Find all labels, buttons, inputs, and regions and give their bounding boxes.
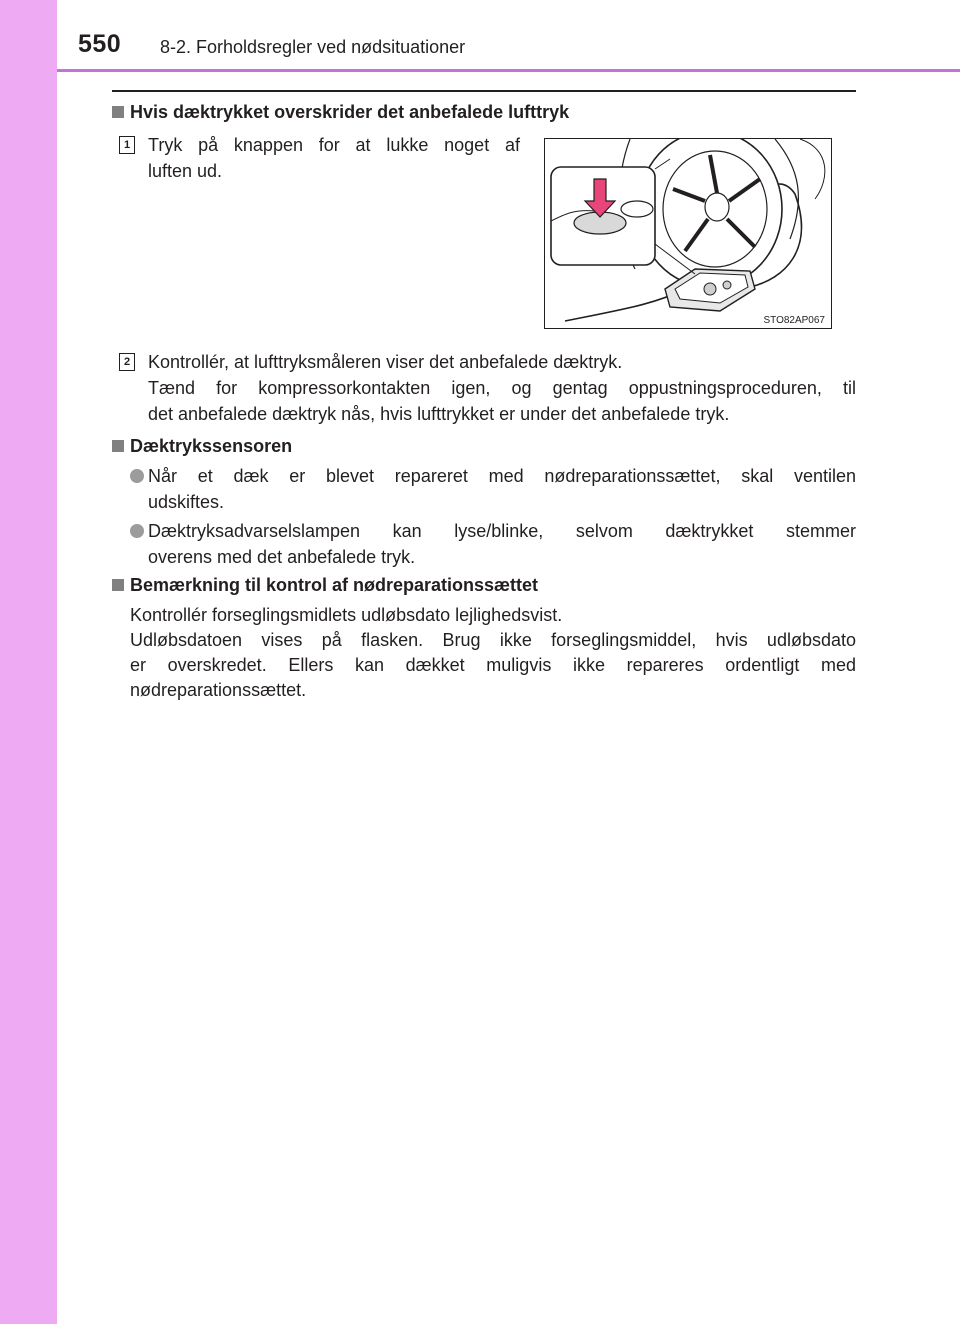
kit-check-text-line2: Udløbsdatoen vises på flasken. Brug ikke forseglingsmiddel, hvis udløbsdato (130, 630, 856, 650)
heading-square-icon (112, 106, 124, 118)
kit-check-text-line3: er overskredet. Ellers kan dækket muligvis ikke repareres ordentligt med (130, 655, 856, 675)
tire-compressor-icon (545, 139, 831, 328)
bullet-icon (130, 524, 144, 538)
step-2-text-line3: det anbefalede dæktryk nås, hvis lufttrykket er under det anbefalede tryk. (148, 404, 730, 424)
side-color-bar (0, 0, 57, 1324)
section-heading-sensor (112, 436, 292, 457)
section-heading-text: Hvis dæktrykket overskrider det anbefalede lufttryk (130, 102, 570, 122)
step-1-text-line2: luften ud. (148, 161, 223, 181)
section-heading-overpressure (112, 102, 569, 123)
kit-check-text-line4: nødreparationssættet. (130, 680, 307, 700)
kit-check-text-line1: Kontrollér forseglingsmidlets udløbsdato lejlighedsvist. (130, 605, 563, 625)
compressor-illustration (544, 138, 832, 329)
section-divider (112, 90, 856, 92)
bullet-2-text-line2: overens med det anbefalede tryk. (148, 547, 416, 567)
bullet-1-text-line1: Når et dæk er blevet repareret med nødreparationssættet, skal ventilen (148, 466, 856, 486)
bullet-icon (130, 469, 144, 483)
step-1-text-line1: Tryk på knappen for at lukke noget af (148, 135, 520, 155)
bullet-1-text-line2: udskiftes. (148, 492, 225, 512)
figure-code: STO82AP067 (763, 315, 825, 326)
page-number: 550 (78, 30, 122, 58)
step-number-2: 2 (119, 353, 135, 371)
chapter-title: 8-2. Forholdsregler ved nødsituationer (160, 37, 466, 57)
step-number-1: 1 (119, 136, 135, 154)
section-heading-text: Dæktrykssensoren (130, 436, 293, 456)
heading-square-icon (112, 579, 124, 591)
section-heading-kit-check (112, 575, 538, 596)
step-2-text-line2: Tænd for kompressorkontakten igen, og gentag oppustningsproceduren, til (148, 378, 856, 398)
header-divider (57, 69, 960, 72)
section-heading-text: Bemærkning til kontrol af nødreparationssættet (130, 575, 539, 595)
bullet-2-text-line1: Dæktryksadvarselslampen kan lyse/blinke, selvom dæktrykket stemmer (148, 521, 856, 541)
step-2-text-line1: Kontrollér, at lufttryksmåleren viser det anbefalede dæktryk. (148, 352, 623, 372)
heading-square-icon (112, 440, 124, 452)
